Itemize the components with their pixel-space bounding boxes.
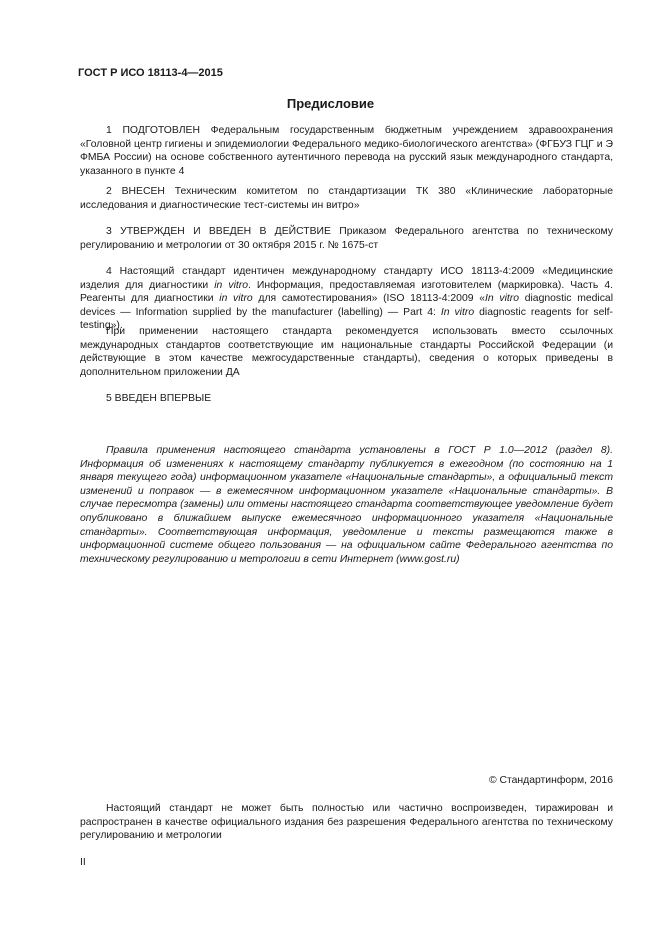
foreword-item-4 (80, 265, 613, 333)
foreword-item-4-text-d: diagnostic medical devices — Information supplied by the manufacturer (labelling) — Part 4: (80, 293, 613, 318)
foreword-item-4-italic-1: in vitro (214, 279, 248, 291)
foreword-item-4-italic-2: in vitro (219, 293, 253, 305)
foreword-item-4-italic-4: In vitro (440, 306, 475, 318)
foreword-item-3 (80, 225, 613, 252)
foreword-item-1-text: 1 ПОДГОТОВЛЕН Федеральным государственным бюджетным учреждением здравоохранения «Головной центр гигиены и эпидемиологии Федерального медико-биологического агентства» (ФГБУЗ ГЦГ и Э ФМБА России) на основе собственного аутентичного перевода на русский язык международного стандарта, указанного в пункте 4 (80, 125, 613, 177)
foreword-item-4-text-e: diagnostic reagents for self-testing»). (80, 306, 614, 332)
foreword-item-5-text: 5 ВВЕДЕН ВПЕРВЫЕ (106, 393, 212, 404)
reproduction-notice: Настоящий стандарт не может быть полностью или частично воспроизведен, тиражирован и распространен в качестве официального издания без разрешения Федерального агентства по техническому регулированию и метрологии (80, 803, 613, 842)
foreword-item-1 (80, 124, 613, 178)
foreword-item-2 (80, 185, 613, 212)
page-number: II (80, 857, 86, 868)
foreword-item-4-text-c: для самотестирования» (ISO 18113-4:2009 « (252, 293, 485, 305)
document-code-header: ГОСТ Р ИСО 18113-4—2015 (78, 67, 223, 79)
foreword-item-5 (80, 392, 613, 406)
page-title: Предисловие (286, 96, 375, 111)
foreword-item-4-continuation (80, 325, 613, 379)
foreword-item-2-text: 2 ВНЕСЕН Техническим комитетом по стандартизации ТК 380 «Клинические лабораторные исследования и диагностические тест-системы ин витро» (80, 186, 613, 211)
application-rules-note: Правила применения настоящего стандарта установлены в ГОСТ Р 1.0—2012 (раздел 8). Информация об изменениях к настоящему стандарту публикуется в ежегодном (по состоянию на 1 января текущего года) информационном указателе «Национальные стандарты», а официальный текст изменений и поправок — в ежемесячном информационном указателе «Национальные стандарты». В случае пересмотра (замены) или отмены настоящего стандарта соответствующее уведомление будет опубликовано в ближайшем выпуске ежемесячного информационного указателя «Национальные стандарты». Соответствующая информация, уведомление и тексты размещаются также в информационной системе общего пользования — на официальном сайте Федерального агентства по техническому регулированию и метрологии в сети Интернет (www.gost.ru) (80, 445, 613, 565)
copyright-line: © Стандартинформ, 2016 (488, 775, 613, 786)
foreword-item-4-continuation-text: При применении настоящего стандарта рекомендуется использовать вместо ссылочных международных стандартов соответствующие им национальные стандарты Российской Федерации (и действующие в этом качестве межгосударственные стандарты), сведения о которых приведены в дополнительном приложении ДА (80, 326, 613, 378)
foreword-item-4-italic-3: In vitro (485, 293, 519, 305)
foreword-item-4-text-b: . Информация, предоставляемая изготовителем (маркировка). Часть 4. Реагенты для диагностики (80, 279, 613, 305)
foreword-item-3-text: 3 УТВЕРЖДЕН И ВВЕДЕН В ДЕЙСТВИЕ Приказом Федерального агентства по техническому регулированию и метрологии от 30 октября 2015 г. № 1675-ст (80, 226, 613, 251)
foreword-item-4-text-a: 4 Настоящий стандарт идентичен международному стандарту ИСО 18113-4:2009 «Медицинские изделия для диагностики (80, 266, 613, 291)
